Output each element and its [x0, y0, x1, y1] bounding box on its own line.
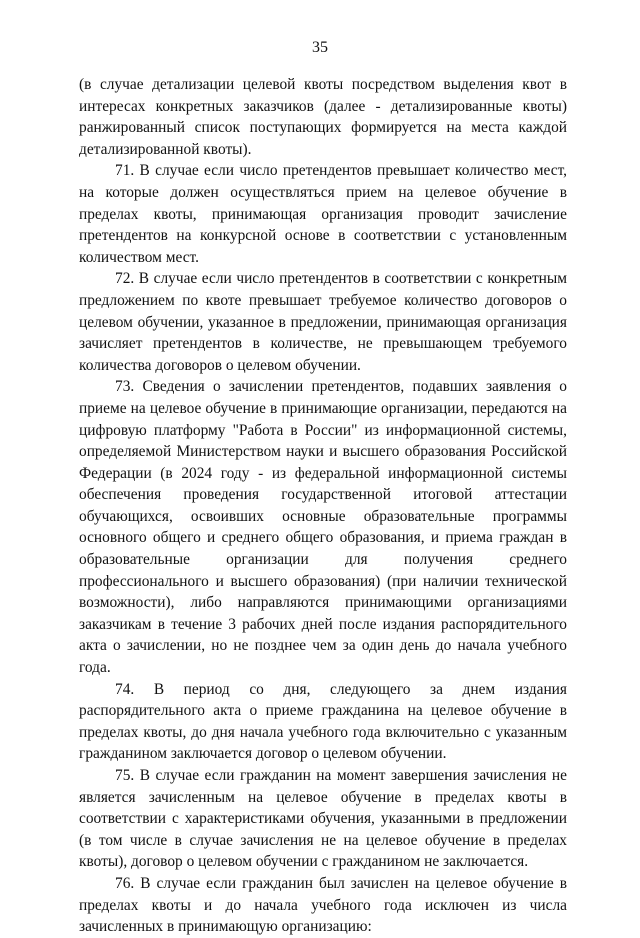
paragraph-73: 73. Сведения о зачислении претендентов, подавших заявления о приеме на целевое обучение в принимающие организации, передаются на цифровую платформу "Работа в России" из информационной системы, определяемой Министерством науки и высшего образования Российской Федерации (в 2024 году - из федеральной информационной системы обеспечения проведения государственной итоговой аттестации обучающихся, освоивших основные образовательные программы основного общего и среднего общего образования, и приема граждан в образовательные организации для получения среднего профессионального и высшего образования) (при наличии технической возможности), либо направляются принимающими организациями заказчикам в течение 3 рабочих дней после издания распорядительного акта о зачислении, но не позднее чем за один день до начала учебного года. [79, 378, 567, 677]
paragraph-76: 76. В случае если гражданин был зачислен на целевое обучение в пределах квоты и до начала учебного года исключен из числа зачисленных в принимающую организацию: [79, 874, 567, 936]
paragraph-72: 72. В случае если число претендентов в соответствии с конкретным предложением по квоте превышает требуемое количество договоров о целевом обучении, указанное в предложении, принимающая организация зачисляет претендентов в количестве, не превышающем требуемого количества договоров о целевом обучении. [79, 270, 567, 374]
paragraph-74: 74. В период со дня, следующего за днем издания распорядительного акта о приеме гражданина на целевое обучение в пределах квоты, до дня начала учебного года включительно с указанным гражданином заключается договор о целевом обучении. [79, 680, 567, 763]
page-number: 35 [312, 39, 328, 56]
paragraph-75: 75. В случае если гражданин на момент завершения зачисления не является зачисленным на целевое обучение в пределах квоты в соответствии с характеристиками обучения, указанными в предложении (в том числе в случае зачисления не на целевое обучение в пределах квоты), договор о целевом обучении с гражданином не заключается. [79, 767, 567, 871]
document-body [79, 74, 567, 938]
paragraph-continuation: (в случае детализации целевой квоты посредством выделения квот в интересах конкретных заказчиков (далее - детализированные квоты) ранжированный список поступающих формируется на места каждой детализированной квоты). [79, 76, 567, 158]
paragraph-71: 71. В случае если число претендентов превышает количество мест, на которые должен осуществляться прием на целевое обучение в пределах квоты, принимающая организация проводит зачисление претендентов на конкурсной основе в соответствии с установленным количеством мест. [79, 162, 567, 266]
